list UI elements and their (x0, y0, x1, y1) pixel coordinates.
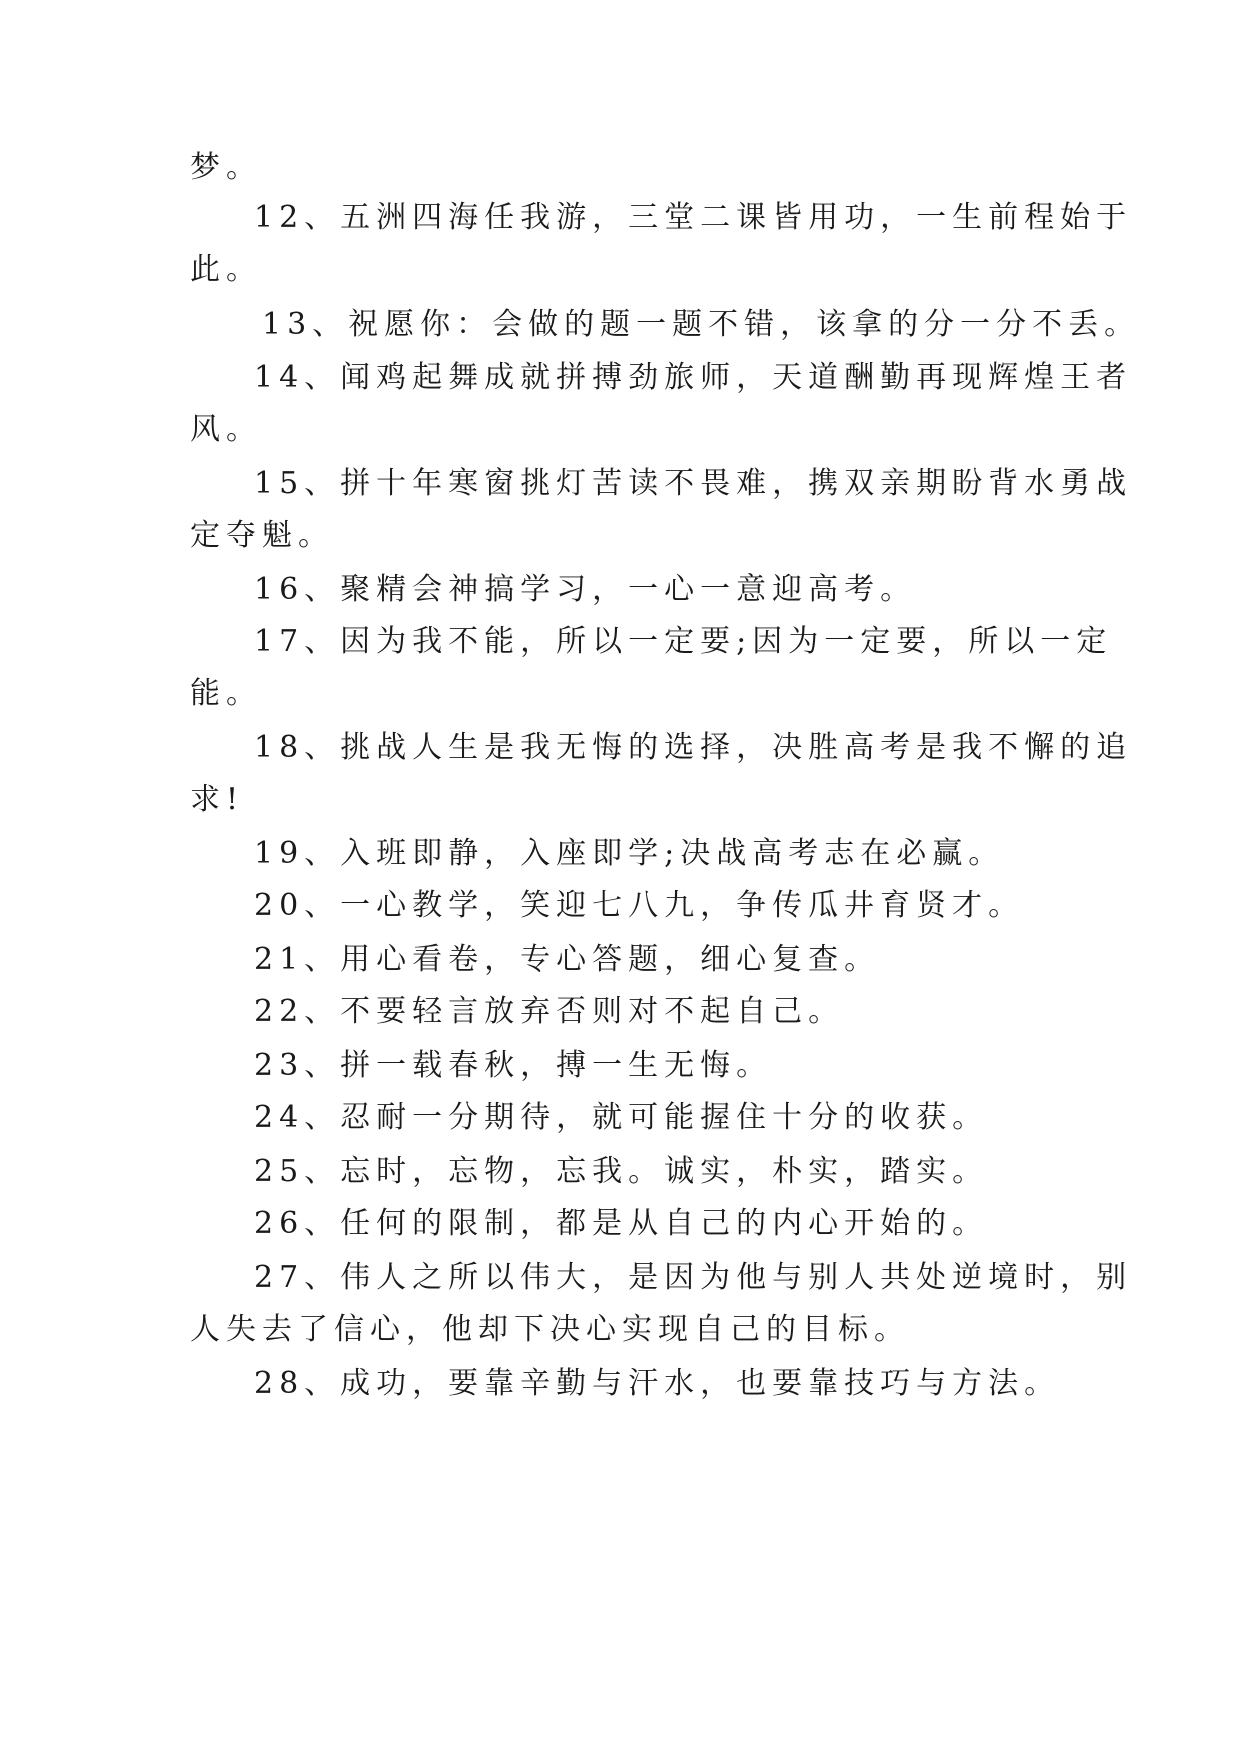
text-line: 13、祝愿你：会做的题一题不错，该拿的分一分不丢。 (262, 307, 1141, 342)
text-line: 梦。 (190, 150, 262, 185)
text-line: 12、五洲四海任我游，三堂二课皆用功，一生前程始于 (254, 200, 1133, 235)
text-line: 17、因为我不能，所以一定要;因为一定要，所以一定 (254, 624, 1113, 659)
text-line: 18、挑战人生是我无悔的选择，决胜高考是我不懈的追 (254, 730, 1133, 765)
text-line: 22、不要轻言放弃否则对不起自己。 (254, 994, 845, 1029)
text-line: 定夺魁。 (190, 518, 334, 553)
text-line: 能。 (190, 676, 262, 711)
text-line: 14、闻鸡起舞成就拼搏劲旅师，天道酬勤再现辉煌王者 (254, 360, 1133, 395)
text-line: 28、成功，要靠辛勤与汗水，也要靠技巧与方法。 (254, 1366, 1061, 1401)
text-line: 24、忍耐一分期待，就可能握住十分的收获。 (254, 1100, 989, 1135)
text-line: 16、聚精会神搞学习，一心一意迎高考。 (254, 572, 917, 607)
text-line: 26、任何的限制，都是从自己的内心开始的。 (254, 1206, 989, 1241)
text-line: 风。 (190, 412, 262, 447)
text-line: 19、入班即静，入座即学;决战高考志在必赢。 (254, 836, 1005, 871)
text-line: 此。 (190, 252, 262, 287)
text-line: 20、一心教学，笑迎七八九，争传瓜井育贤才。 (254, 888, 1025, 923)
text-line: 25、忘时，忘物，忘我。诚实，朴实，踏实。 (254, 1154, 989, 1189)
text-line: 21、用心看卷，专心答题，细心复查。 (254, 942, 881, 977)
text-line: 23、拼一载春秋，搏一生无悔。 (254, 1048, 773, 1083)
text-line: 人失去了信心，他却下决心实现自己的目标。 (190, 1312, 910, 1347)
text-line: 27、伟人之所以伟大，是因为他与别人共处逆境时，别 (254, 1260, 1133, 1295)
text-line: 15、拼十年寒窗挑灯苦读不畏难，携双亲期盼背水勇战 (254, 466, 1133, 501)
text-line: 求! (190, 782, 245, 817)
